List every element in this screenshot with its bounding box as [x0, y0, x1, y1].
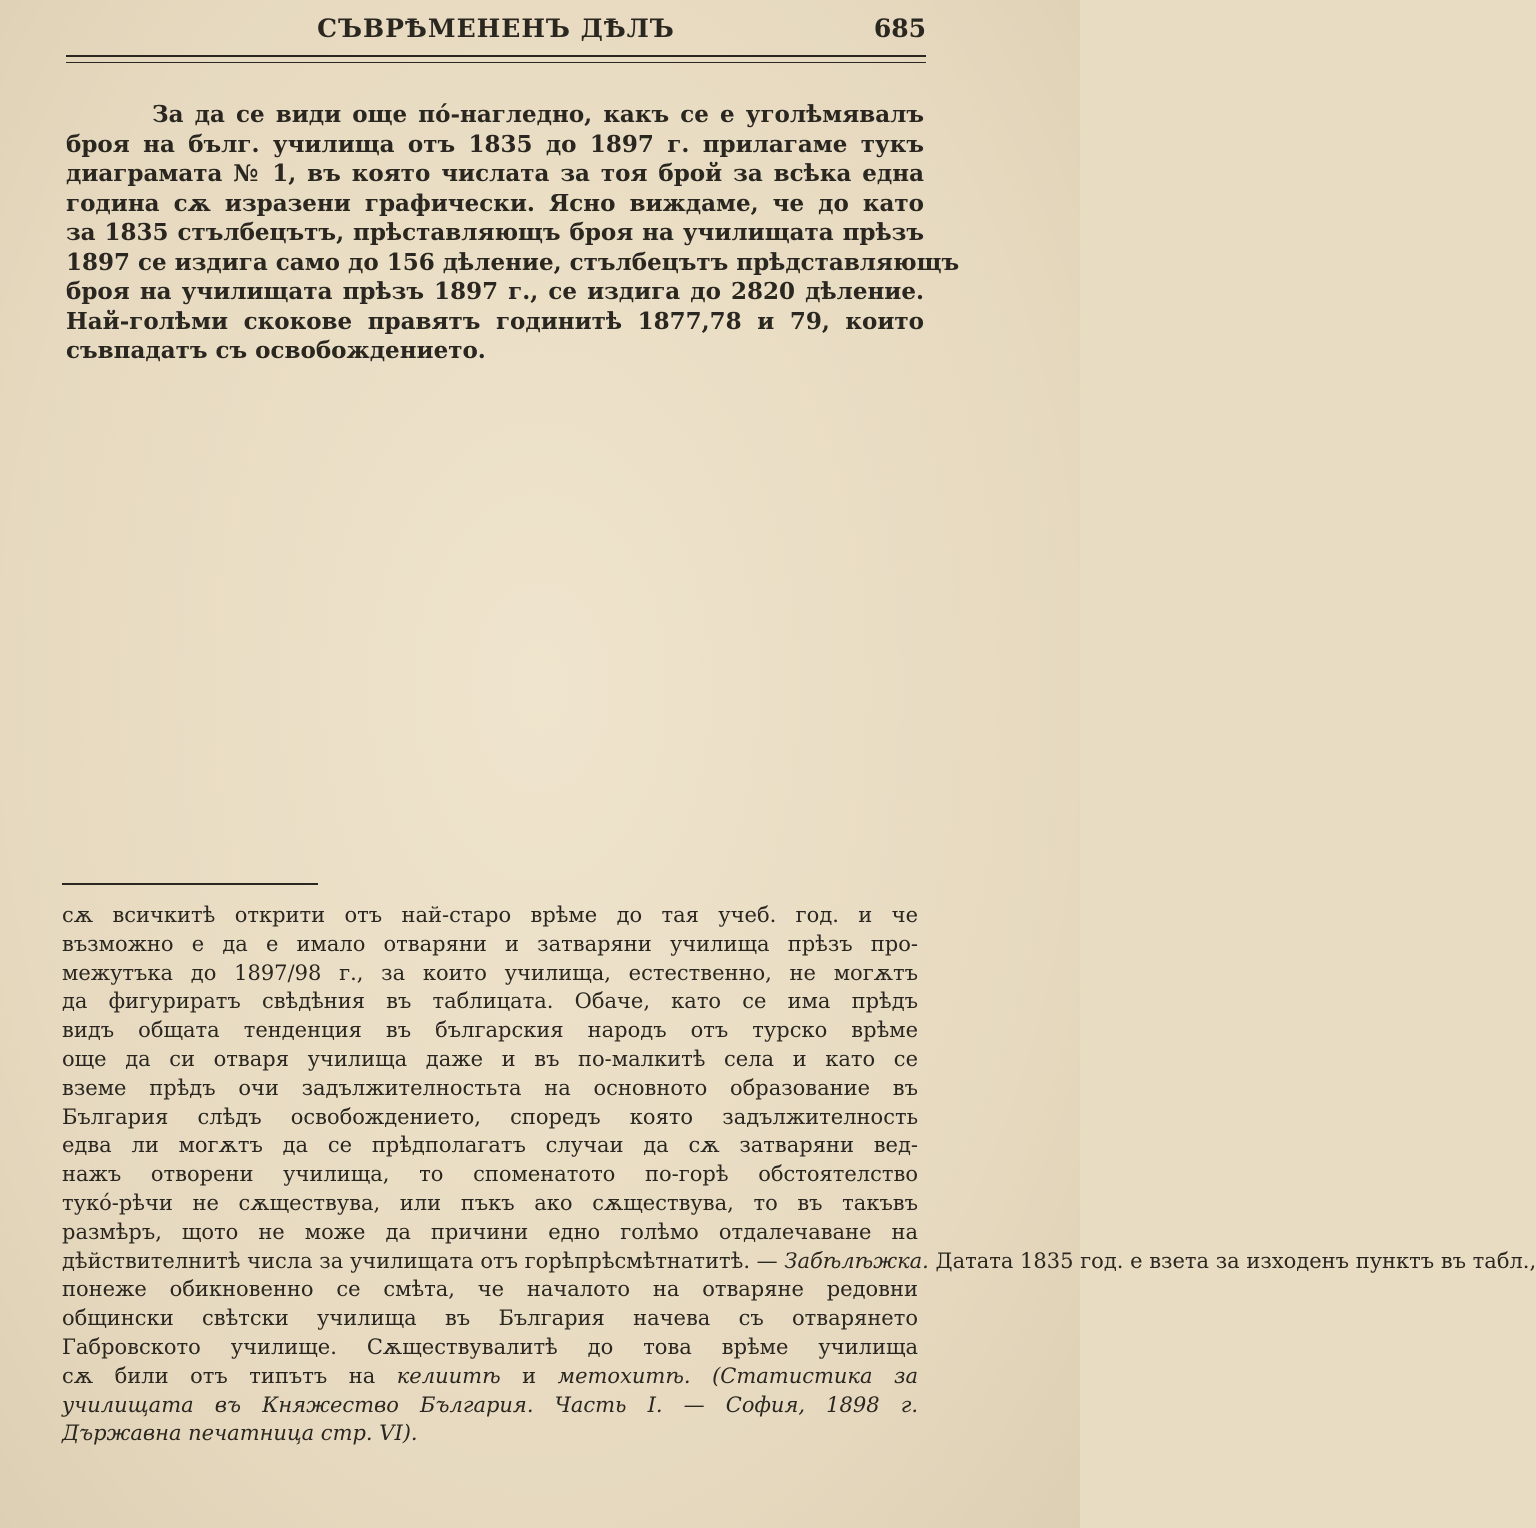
- text-line: за 1835 стълбецътъ, прѣставляющъ броя на училищата прѣзъ: [66, 219, 924, 246]
- footnote-line: нажъ отворени училища, то споменатото по-горѣ обстоятелство: [62, 1162, 918, 1187]
- footnote-line: още да си отваря училища даже и въ по-малкитѣ села и като се: [62, 1046, 918, 1071]
- footnote-line: вземе прѣдъ очи задължителностьта на основното образование въ: [62, 1075, 918, 1100]
- footnote-segment: Датата 1835 год. е взета за изходенъ пунктъ въ табл.,: [935, 1248, 1536, 1273]
- footnote-term: метохитѣ.: [557, 1363, 691, 1388]
- footnote-line: [62, 1247, 1536, 1276]
- footnote-line: понеже обикновенно се смѣта, че началото на отваряне редовни: [62, 1277, 918, 1302]
- text-line: 1897 се издига само до 156 дѣление, стълбецътъ прѣдставляющъ: [66, 248, 960, 276]
- footnote-line: едва ли могѫтъ да се прѣдполагатъ случаи да сѫ затваряни вед-: [62, 1133, 918, 1158]
- page-number: 685: [873, 14, 926, 43]
- footnote: [62, 901, 1536, 1448]
- header-rule-thin: [66, 62, 926, 63]
- text-line: съвпадатъ съ освобождението.: [66, 337, 486, 364]
- running-title: СЪВРѢМЕНЕНЪ ДѢЛЪ: [317, 14, 675, 43]
- footnote-line: сѫ всичкитѣ открити отъ най-старо врѣме до тая учеб. год. и че: [62, 903, 918, 927]
- footnote-line: да фигуриратъ свѣдѣния въ таблицата. Обаче, като се има прѣдъ: [62, 989, 918, 1014]
- page-header: [66, 14, 926, 50]
- footnote-rule: [62, 883, 318, 885]
- main-paragraph: [66, 100, 960, 366]
- footnote-note-label: Забѣлѣжка.: [784, 1248, 929, 1273]
- footnote-segment: и: [522, 1363, 537, 1388]
- footnote-line: Габровското училище. Сѫществувалитѣ до това врѣме училища: [62, 1334, 918, 1359]
- footnote-line: [62, 1362, 918, 1391]
- footnote-term: келиитѣ: [396, 1363, 501, 1388]
- text-line: броя на училищата прѣзъ 1897 г., се издига до 2820 дѣление.: [66, 278, 924, 305]
- footnote-line: възможно е да е имало отваряни и затваряни училища прѣзъ про-: [62, 931, 918, 956]
- footnote-citation: (Статистика за: [712, 1363, 918, 1388]
- text-line: диаграмата № 1, въ която числата за тоя брой за всѣка една: [66, 160, 924, 187]
- header-rule-thick: [66, 55, 926, 57]
- footnote-citation: училищата въ Княжество България. Часть I. — София, 1898 г.: [62, 1392, 918, 1417]
- text-line: броя на бълг. училища отъ 1835 до 1897 г. прилагаме тукъ: [66, 130, 924, 158]
- footnote-line: размѣръ, щото не може да причини едно голѣмо отдалечаване на: [62, 1219, 918, 1244]
- text-line: Най-голѣми скокове правятъ годинитѣ 1877,78 и 79, които: [66, 307, 924, 335]
- footnote-line: България слѣдъ освобождението, споредъ която задължителность: [62, 1104, 918, 1129]
- footnote-citation: Държавна печатница стр. VI).: [62, 1421, 418, 1446]
- footnote-line: видъ общата тенденция въ българския народъ отъ турско врѣме: [62, 1018, 918, 1043]
- footnote-segment: сѫ били отъ типътъ на: [62, 1363, 376, 1388]
- text-line: За да се види още пó-нагледно, какъ се е уголѣмявалъ: [152, 101, 924, 128]
- footnote-line: межутъка до 1897/98 г., за които училища, естественно, не могѫтъ: [62, 960, 918, 985]
- text-line: година сѫ изразени графически. Ясно виждаме, че до като: [66, 189, 924, 217]
- footnote-line: тукó-рѣчи не сѫществува, или пъкъ ако сѫществува, то въ такъвъ: [62, 1190, 918, 1215]
- footnote-segment: дѣйствителнитѣ числа за училищата отъ горѣпрѣсмѣтнатитѣ. —: [62, 1248, 778, 1273]
- footnote-line: общински свѣтски училища въ България начева съ отварянето: [62, 1306, 918, 1331]
